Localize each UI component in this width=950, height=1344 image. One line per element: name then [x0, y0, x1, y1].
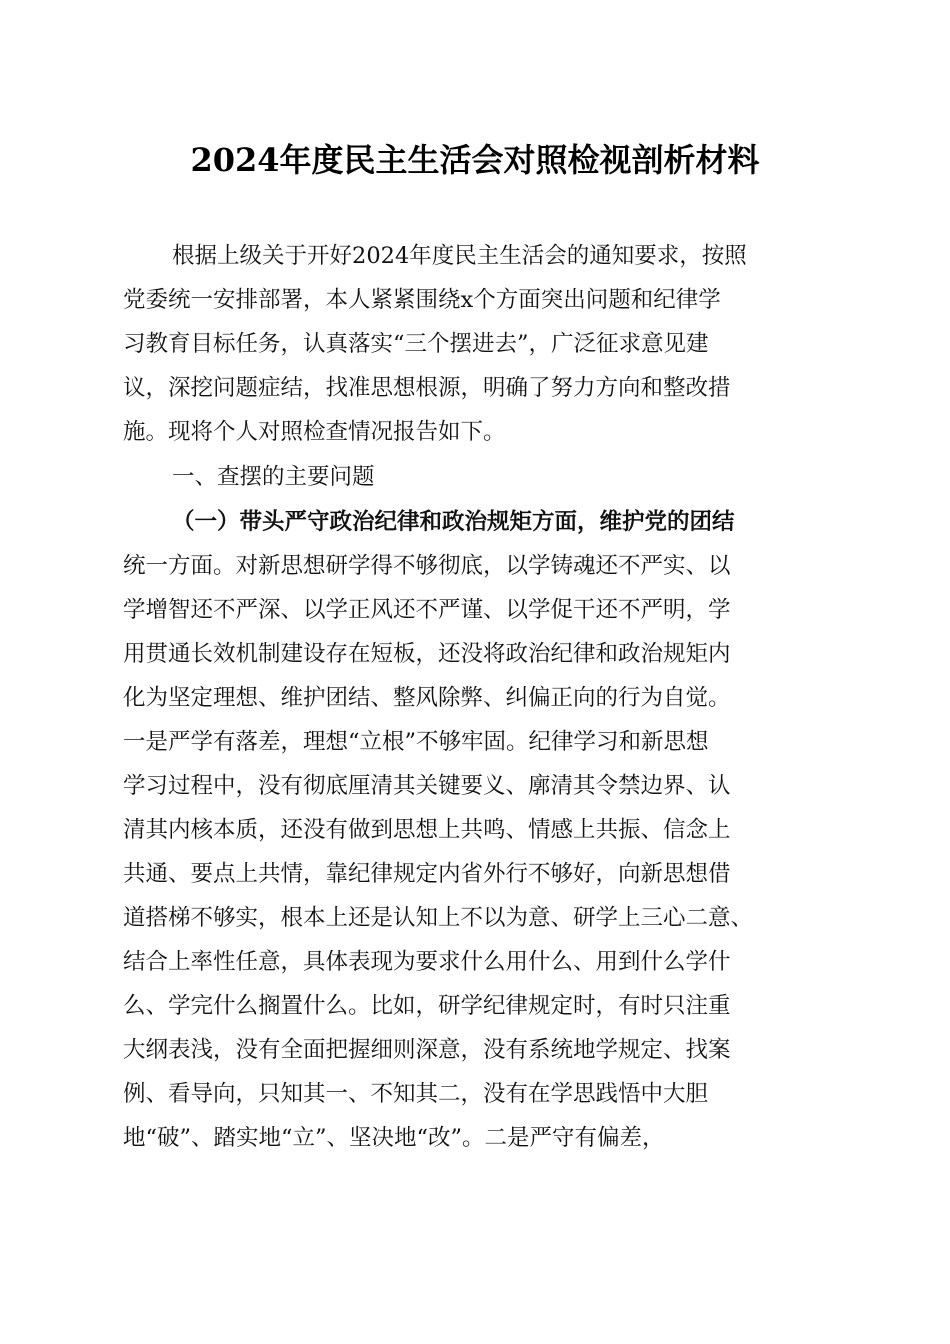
intro-line-5: 施。现将个人对照检查情况报告如下。 [123, 419, 506, 445]
subsection-line-15: 地“破”、踏实地“立”、坚决地“改”。二是严守有偏差， [123, 1125, 665, 1151]
subsection-line-11: 结合上率性任意，具体表现为要求什么用什么、用到什么学什 [123, 949, 731, 975]
subsection-line-9: 共通、要点上共情，靠纪律规定内省外行不够好，向新思想借 [123, 861, 731, 887]
intro-line-1: 根据上级关于开好2024年度民主生活会的通知要求，按照 [172, 243, 747, 269]
subsection-line-6: 一是严学有落差，理想“立根”不够牢固。纪律学习和新思想 [123, 729, 709, 755]
section-heading: 一、查摆的主要问题 [172, 464, 375, 490]
intro-line-4: 议，深挖问题症结，找准思想根源，明确了努力方向和整改措 [123, 375, 731, 401]
subsection-line-1: （一）带头严守政治纪律和政治规矩方面，维护党的团结 [172, 509, 735, 535]
subsection-line-14: 例、看导向，只知其一、不知其二，没有在学思践悟中大胆 [123, 1081, 709, 1107]
subsection-line-7: 学习过程中，没有彻底厘清其关键要义、廓清其令禁边界、认 [123, 773, 731, 799]
intro-line-2: 党委统一安排部署，本人紧紧围绕x个方面突出问题和纪律学 [123, 287, 721, 313]
subsection-line-12: 么、学完什么搁置什么。比如，研学纪律规定时，有时只注重 [123, 993, 731, 1019]
subsection-line-4: 用贯通长效机制建设存在短板，还没将政治纪律和政治规矩内 [123, 641, 731, 667]
subsection-line-2: 统一方面。对新思想研学得不够彻底，以学铸魂还不严实、以 [123, 553, 731, 579]
subsection-line-5: 化为坚定理想、维护团结、整风除弊、纠偏正向的行为自觉。 [123, 685, 731, 711]
subsection-line-8: 清其内核本质，还没有做到思想上共鸣、情感上共振、信念上 [123, 817, 731, 843]
subsection-line-10: 道搭梯不够实，根本上还是认知上不以为意、研学上三心二意、 [123, 905, 754, 931]
document-title: 2024年度民主生活会对照检视剖析材料 [190, 141, 760, 179]
subsection-line-3: 学增智还不严深、以学正风还不严谨、以学促干还不严明，学 [123, 597, 731, 623]
intro-line-3: 习教育目标任务，认真落实“三个摆进去”，广泛征求意见建 [123, 331, 709, 357]
subsection-line-13: 大纲表浅，没有全面把握细则深意，没有系统地学规定、找案 [123, 1037, 731, 1063]
